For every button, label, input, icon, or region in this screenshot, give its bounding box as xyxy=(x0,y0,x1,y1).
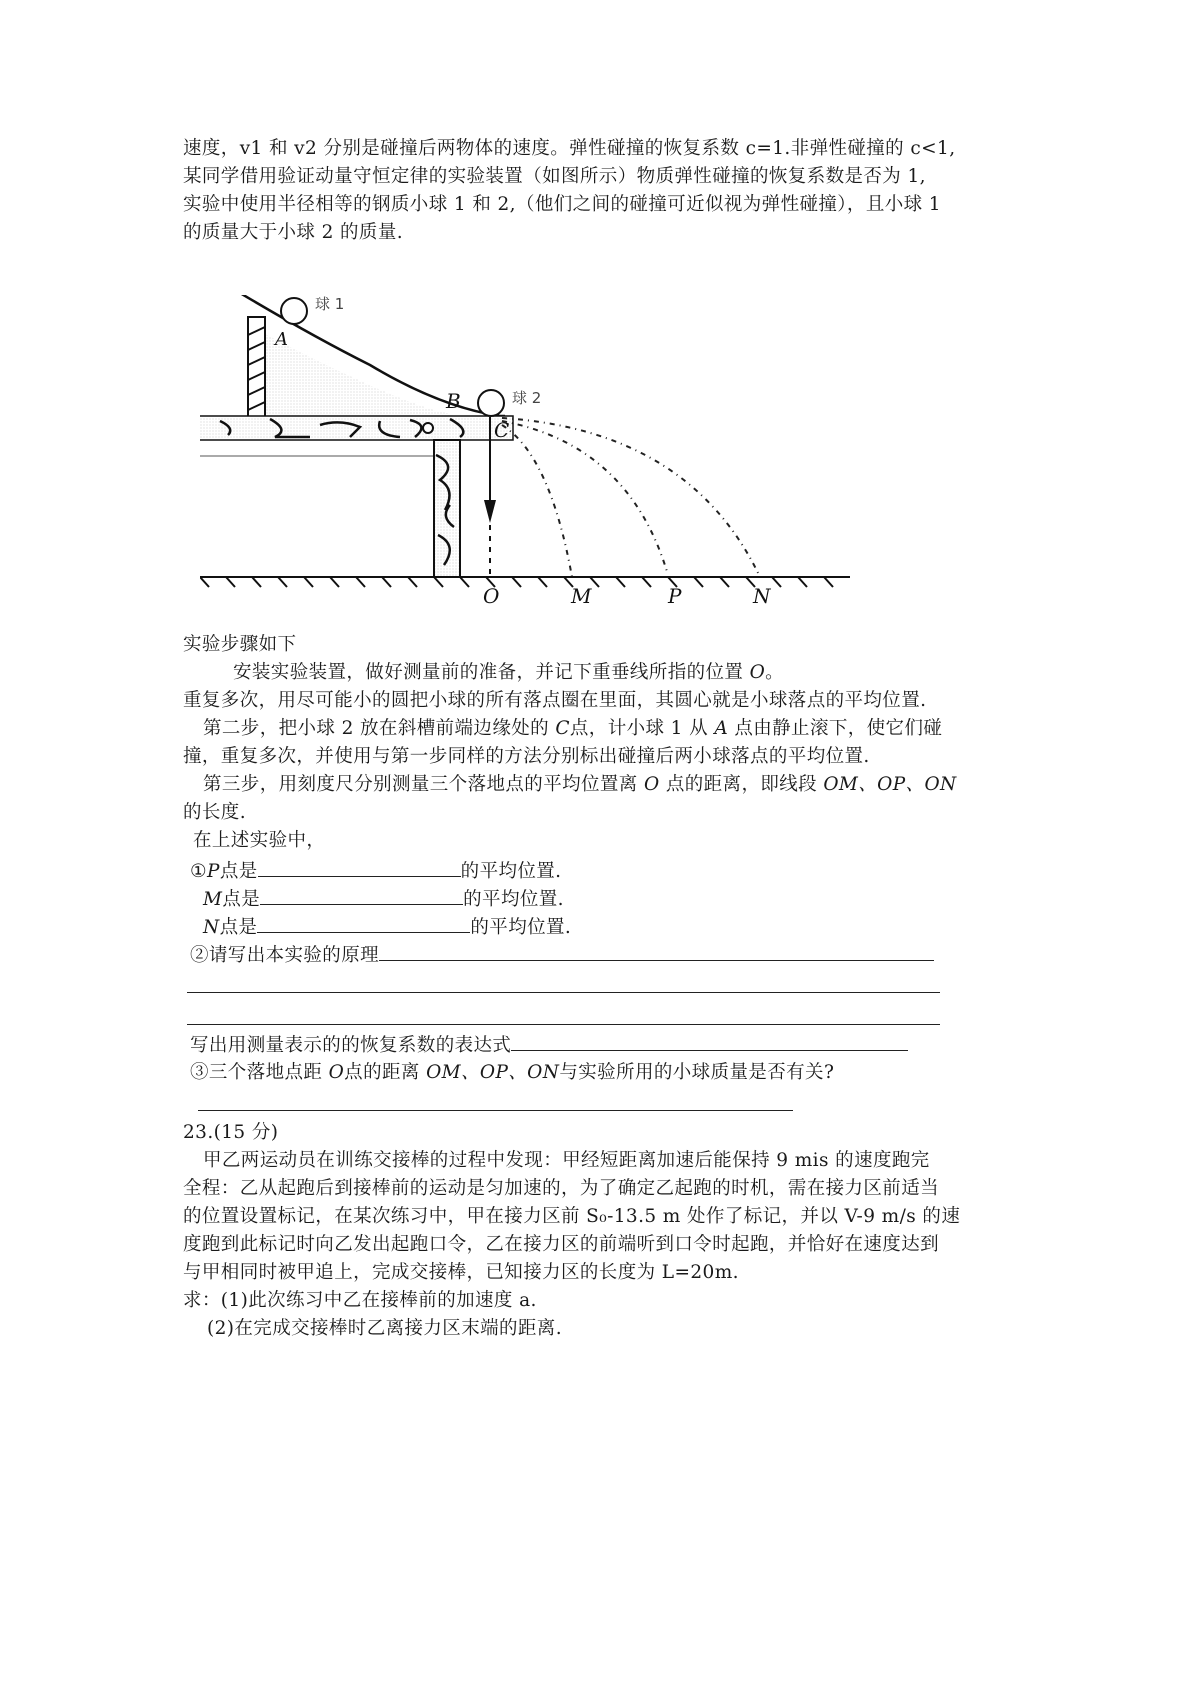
steps-heading: 实验步骤如下 xyxy=(183,634,297,655)
point-p-label: P xyxy=(668,584,682,608)
answer-blank-principle-1[interactable] xyxy=(379,940,934,961)
step-2-text-b: 点，计小球 1 从 xyxy=(569,718,715,739)
ground-hatch xyxy=(252,577,261,587)
ground-hatch xyxy=(512,577,521,587)
answer-blank-principle-2[interactable] xyxy=(187,992,940,993)
step-2-line-b: 撞，重复多次，并使用与第一步同样的方法分别标出碰撞后两小球落点的平均位置. xyxy=(183,746,870,767)
step-2-text-a: 第二步，把小球 2 放在斜槽前端边缘处的 xyxy=(203,718,556,739)
q1-suffix: 的平均位置. xyxy=(460,861,562,882)
point-p-ref: P xyxy=(207,861,220,882)
question-3 xyxy=(190,1060,834,1086)
q3-text-b: 点的距离 xyxy=(344,1062,427,1083)
point-m-label: M xyxy=(571,584,592,608)
q1-suffix: 的平均位置. xyxy=(463,889,564,910)
ground-hatch xyxy=(772,577,781,587)
question-2 xyxy=(190,940,934,969)
segments-ref: OM、OP、ON xyxy=(823,774,957,795)
q2-expr-text: 写出用测量表示的的恢复系数的表达式 xyxy=(190,1035,512,1056)
point-o-ref: O xyxy=(328,1062,345,1083)
q1-m-text: 点是 xyxy=(222,889,261,910)
answer-blank-n[interactable] xyxy=(257,912,470,933)
table-leg xyxy=(434,440,460,577)
problem-23-line-1: 甲乙两运动员在训练交接棒的过程中发现：甲经短距离加速后能保持 9 mis 的速度跑完 xyxy=(203,1150,930,1171)
q3-text-a: ③三个落地点距 xyxy=(190,1062,329,1083)
problem-23-ask-1: 求：(1)此次练习中乙在接棒前的加速度 a. xyxy=(183,1290,537,1311)
ground-hatch xyxy=(694,577,703,587)
ball-2-label: 球 2 xyxy=(512,389,542,407)
question-1-m xyxy=(203,884,564,913)
point-o-ref: O xyxy=(643,774,660,795)
point-a-label: A xyxy=(275,329,288,350)
point-o-ref: O xyxy=(749,662,766,683)
step-3-text-a: 第三步，用刻度尺分别测量三个落地点的平均位置离 xyxy=(203,774,644,795)
answer-blank-expression[interactable] xyxy=(511,1030,908,1051)
ground-hatch xyxy=(200,577,209,587)
q1-p-text: 点是 xyxy=(219,861,258,882)
step-3-line-b: 的长度. xyxy=(183,802,246,823)
answer-blank-p[interactable] xyxy=(258,856,461,877)
problem-23-line-5: 与甲相同时被甲追上，完成交接棒，已知接力区的长度为 L=20m. xyxy=(183,1262,739,1283)
point-b-label: B xyxy=(446,389,461,413)
step-1-line-b: 重复多次，用尽可能小的圆把小球的所有落点圈在里面，其圆心就是小球落点的平均位置. xyxy=(183,690,927,711)
answer-blank-mass[interactable] xyxy=(198,1110,793,1111)
ground-hatch xyxy=(616,577,625,587)
q2-text: ②请写出本实验的原理 xyxy=(190,945,380,966)
q3-text-c: 与实验所用的小球质量是否有关? xyxy=(559,1062,835,1083)
ground-hatch xyxy=(278,577,287,587)
step-2-line-a xyxy=(203,716,942,742)
ground-hatch xyxy=(642,577,651,587)
ground-hatch xyxy=(382,577,391,587)
answer-blank-m[interactable] xyxy=(260,884,463,905)
experiment-apparatus-figure xyxy=(200,295,940,675)
trajectory-n xyxy=(502,418,760,577)
step-1-end: 。 xyxy=(765,662,785,683)
answer-blank-principle-3[interactable] xyxy=(187,1024,940,1025)
point-n-label: N xyxy=(753,584,771,608)
question-2-expression xyxy=(190,1030,908,1059)
circled-1: ① xyxy=(190,861,207,882)
question-1-p xyxy=(190,856,561,885)
ball-1 xyxy=(281,298,307,324)
q1-suffix: 的平均位置. xyxy=(470,917,572,938)
ground-hatch xyxy=(304,577,313,587)
ground-hatch xyxy=(408,577,417,587)
problem-23-line-3: 的位置设置标记，在某次练习中，甲在接力区前 S₀-13.5 m 处作了标记，并以 V-9 m/s 的速 xyxy=(183,1206,961,1227)
problem-23-line-4: 度跑到此标记时向乙发出起跑口令，乙在接力区的前端听到口令时起跑，并恰好在速度达到 xyxy=(183,1234,940,1255)
step-1-text: 安装实验装置，做好测量前的准备，并记下重垂线所指的位置 xyxy=(233,662,750,683)
intro-line-4: 的质量大于小球 2 的质量. xyxy=(183,222,404,243)
ground-hatch xyxy=(798,577,807,587)
ground-hatch xyxy=(434,577,443,587)
q1-n-text: 点是 xyxy=(219,917,258,938)
ground-hatch xyxy=(460,577,469,587)
ball-2 xyxy=(478,390,504,416)
point-c-ref: C xyxy=(555,718,570,739)
point-c-label: C xyxy=(494,418,510,442)
ball-1-label: 球 1 xyxy=(315,295,345,313)
question-1-n xyxy=(203,912,571,941)
ground-hatch xyxy=(824,577,833,587)
questions-intro: 在上述实验中， xyxy=(193,830,326,851)
trajectory-m xyxy=(502,425,572,577)
step-2-text-c: 点由静止滚下，使它们碰 xyxy=(728,718,943,739)
ground-hatch xyxy=(226,577,235,587)
problem-23-header: 23.(15 分) xyxy=(183,1122,279,1143)
intro-line-1: 速度，v1 和 v2 分别是碰撞后两物体的速度。弹性碰撞的恢复系数 c=1.非弹性碰撞的 c<1, xyxy=(183,138,956,159)
point-m-ref: M xyxy=(203,889,223,910)
intro-line-2: 某同学借用验证动量守恒定律的实验装置（如图所示）物质弹性碰撞的恢复系数是否为 1, xyxy=(183,166,926,187)
ground-hatch xyxy=(538,577,547,587)
ground-hatch xyxy=(356,577,365,587)
problem-23-ask-2: (2)在完成交接棒时乙离接力区末端的距离. xyxy=(207,1318,562,1339)
point-o-label: O xyxy=(483,584,500,608)
step-1-line-a xyxy=(233,660,784,686)
point-n-ref: N xyxy=(203,917,220,938)
ground-hatch xyxy=(330,577,339,587)
problem-23-line-2: 全程：乙从起跑后到接棒前的运动是匀加速的，为了确定乙起跑的时机，需在接力区前适当 xyxy=(183,1178,940,1199)
segments-ref: OM、OP、ON xyxy=(426,1062,560,1083)
intro-line-3: 实验中使用半径相等的钢质小球 1 和 2,（他们之间的碰撞可近似视为弹性碰撞），且小球 1 xyxy=(183,194,941,215)
ramp-support xyxy=(248,317,265,417)
step-3-text-b: 点的距离，即线段 xyxy=(659,774,824,795)
step-3-line-a xyxy=(203,772,957,798)
ground-hatch xyxy=(720,577,729,587)
table-top xyxy=(200,416,513,440)
point-a-ref: A xyxy=(714,718,729,739)
trajectory-p xyxy=(502,421,668,575)
